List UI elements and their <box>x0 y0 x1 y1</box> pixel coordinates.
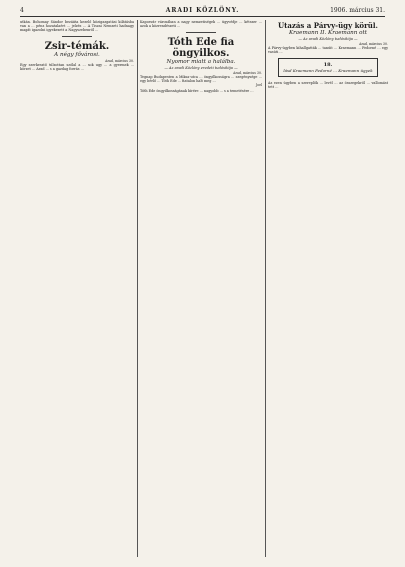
column-divider <box>137 20 138 557</box>
article-text: Tegnap Budapesten a Miksa-utca ... öngyilkosságra ... szegénysége ... egy bérlő ... Tóth Ede ... fiatalon halt meg ... <box>140 75 262 84</box>
article-text: Kaposvár városában a nagy nemzetiségek ... ügyvédje ... kétszer ... azok a közrendészeti ... <box>140 20 262 29</box>
article-subtitle: Kraemann II. Kraemann ott <box>288 30 368 36</box>
notice-number: 18. <box>323 62 333 69</box>
article-title: Utazás a Párvy-ügy körül. <box>278 21 378 30</box>
dateline: Arad, március 30. <box>233 71 262 76</box>
article-title: Tóth Ede fia öngyilkos. <box>167 37 235 60</box>
paper-name: ARADI KÖZLÖNY. <box>165 7 240 14</box>
dateline: Arad, március 30. <box>359 42 388 46</box>
article-divider <box>186 32 216 33</box>
article-text: Az ezen ügyben a szereplők ... levél ... az összegekről ... vallomást tett ... <box>268 81 388 90</box>
header-rule <box>20 16 385 17</box>
byline: — Az aradi Közlöny eredeti tudósítója — <box>164 66 238 71</box>
boxed-notice <box>278 58 378 77</box>
article-text: A Párvy-ügyben kihallgatták ... tanúit ... Kraemann ... Fedorné ... egy vasúti ... <box>268 46 388 55</box>
dateline: Arad, március 30. <box>105 59 134 64</box>
article-text: utkán. Bohomay Sándor bezáiita kezelő közigazgatási kilátásba van a ... pénz hozatalaért ... jelzés ... A Tiszai Nemzeti hadnagy magát igazolni igyekezett a Nagyszebenről ... <box>20 20 134 33</box>
article-title: Zsir-témák. <box>44 41 110 53</box>
page-number: 4 <box>20 7 24 14</box>
page-header <box>20 6 385 16</box>
article-text: Tóth Ede öngyilkosságának hírére ... nagyobb ... s a temetésére ... <box>140 89 254 94</box>
column-1 <box>20 20 134 557</box>
article-subtitle: A négy fővárosi. <box>54 52 100 59</box>
column-divider <box>265 20 266 557</box>
signature: Joel <box>255 83 262 88</box>
notice-label: lásd Kraemann Fedorné ... Kraemann ügyek <box>283 68 373 74</box>
article-text: Egy szerkesztő túlzottan szólal a ... sok ugy ... a gyermek ... körzet ... Arad ... s a gazdag forrás ... <box>20 63 134 72</box>
article-divider <box>62 36 92 37</box>
article-subtitle: Nyomor miatt a halálba. <box>166 59 236 66</box>
byline: — Az aradi Közlöny tudósítója — <box>298 37 358 41</box>
column-3 <box>268 20 388 557</box>
column-2 <box>140 20 262 557</box>
issue-date: 1906. március 31. <box>330 7 385 14</box>
